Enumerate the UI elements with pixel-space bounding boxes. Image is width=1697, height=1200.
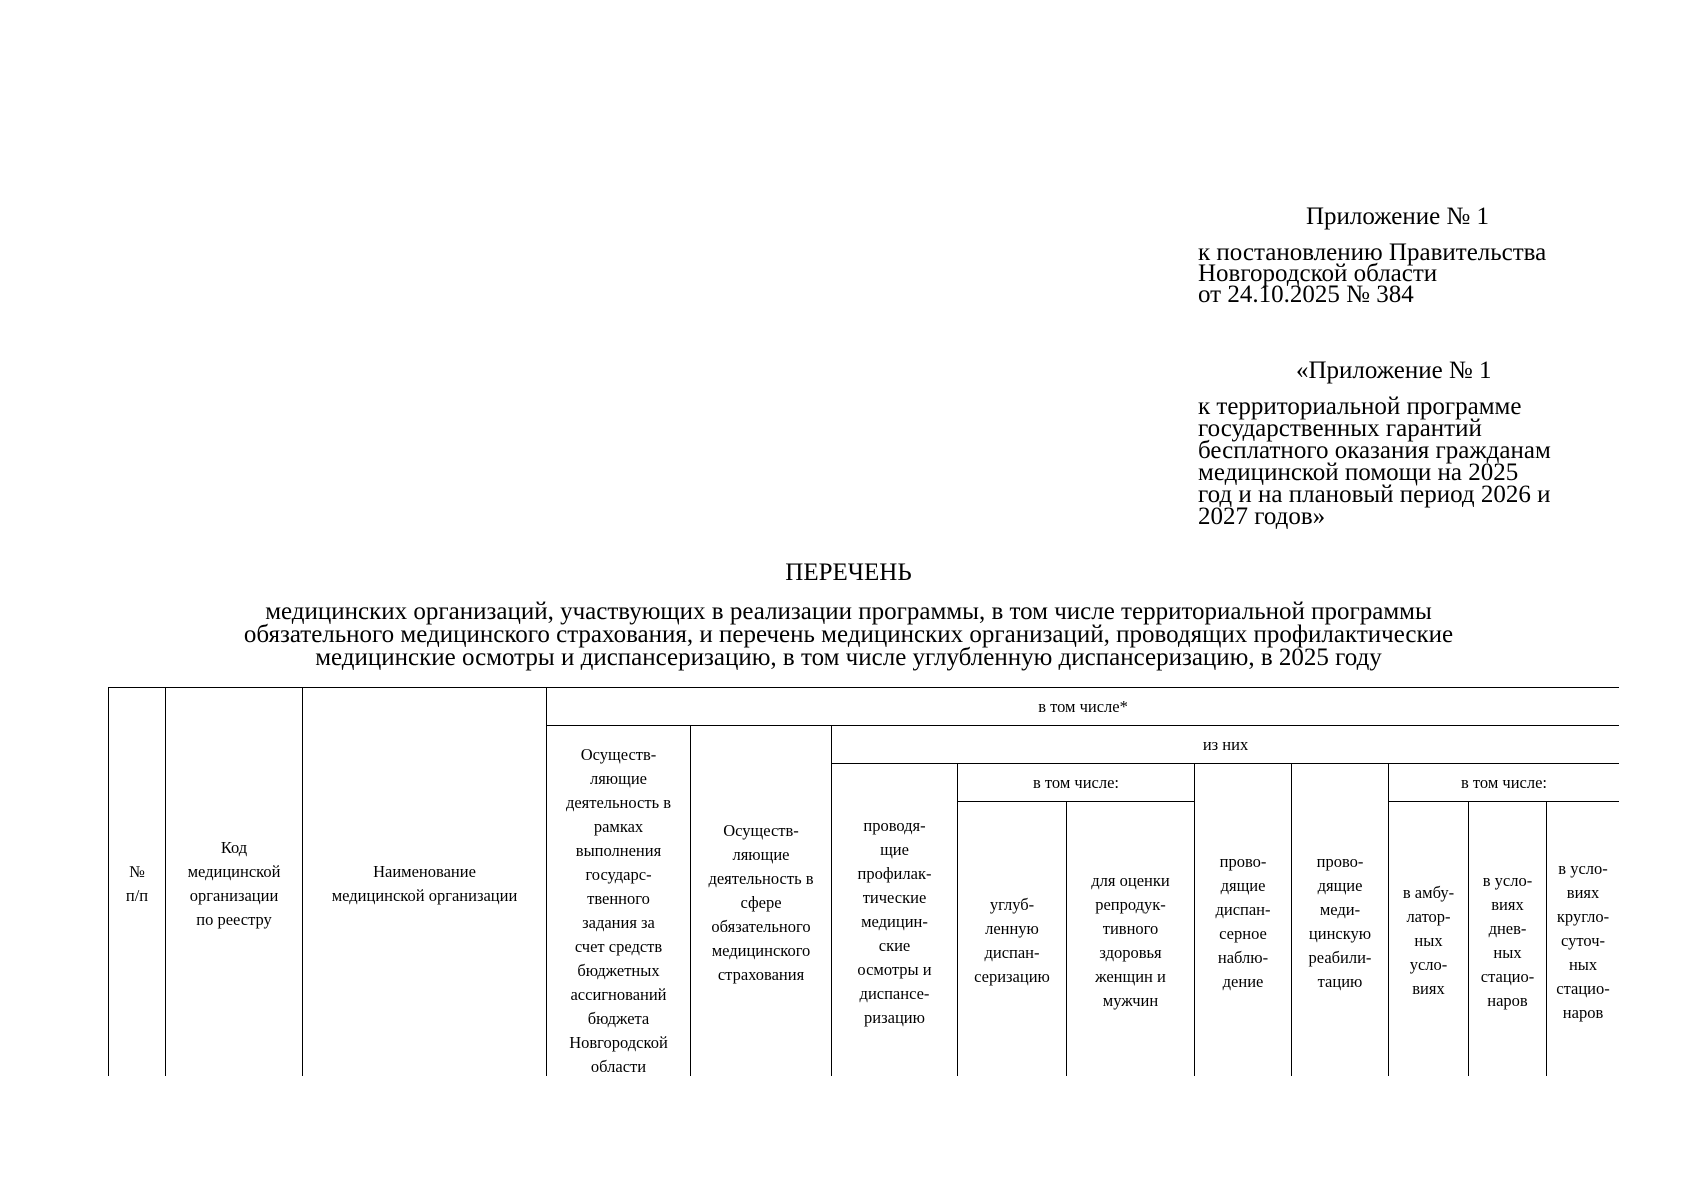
header-line: ных (1493, 942, 1522, 962)
header-line: сфере (740, 892, 782, 912)
header-line: женщин и (1095, 966, 1166, 986)
header-line: здоровья (1099, 942, 1162, 962)
header-line: латор- (1406, 906, 1451, 926)
appendix-1-ref-line: к постановлению Правительства (1198, 239, 1547, 266)
header-line: № (129, 861, 145, 881)
col-header-deep-dispensarization (958, 802, 1067, 1077)
header-line: Код (220, 837, 248, 857)
header-line: дящие (1220, 875, 1266, 895)
header-line: меди- (1319, 899, 1361, 919)
appendix-2-ref-line: бесплатного оказания гражданам (1198, 437, 1551, 464)
header-line: п/п (125, 885, 149, 905)
header-line: медицинской организации (331, 885, 518, 905)
header-line: выполнения (575, 841, 662, 860)
header-line: государс- (585, 865, 652, 884)
header-line: наров (1562, 1002, 1604, 1022)
header-line: ассигнований (570, 985, 667, 1004)
header-line: в амбу- (1402, 882, 1455, 902)
appendix-2-ref-line: год и на плановый период 2026 и (1198, 481, 1551, 508)
col-header-number (109, 688, 166, 1077)
header-line: дение (1222, 971, 1264, 991)
col-header-dispensary-observation (1195, 764, 1292, 1077)
header-line: страхования (717, 964, 805, 984)
header-line: по реестру (196, 909, 272, 929)
header-line: Осуществ- (580, 745, 657, 764)
header-line: мужчин (1102, 990, 1159, 1010)
header-line: виях (1566, 882, 1600, 902)
col-header-incl-1: в том числе: (958, 764, 1195, 802)
appendix-1-ref-line: Новгородской области (1198, 260, 1438, 287)
appendix-1-title-text: Приложение № 1 (1306, 203, 1490, 230)
appendix-2-ref-line: 2027 годов» (1198, 503, 1326, 530)
header-line: углуб- (989, 894, 1035, 914)
subtitle-line: обязательного медицинского страхования, и перечень медицинских организаций, проводящих профилактические (243, 621, 1454, 648)
header-line: серизацию (974, 966, 1050, 986)
header-line: диспан- (984, 942, 1040, 962)
col-header-of-them: из них (832, 726, 1620, 764)
header-line: усло- (1409, 954, 1448, 974)
table-header (108, 687, 1619, 1076)
header-line: в усло- (1558, 858, 1608, 878)
header-line: бюджета (587, 1009, 650, 1028)
header-line: прово- (1219, 851, 1267, 871)
header-line: кругло- (1556, 906, 1610, 926)
header-line: репродук- (1095, 894, 1166, 914)
header-line: стацио- (1480, 966, 1535, 986)
header-line: области (590, 1057, 647, 1076)
header-line: диспан- (1215, 899, 1271, 919)
header-line: ризацию (864, 1007, 925, 1027)
header-line: проводя- (863, 815, 926, 835)
header-line: реабили- (1308, 947, 1372, 967)
header-line: щие (880, 839, 909, 859)
header-line: для оценки (1091, 870, 1170, 890)
appendix-2-title (1296, 358, 1492, 383)
col-header-day-hospital (1469, 802, 1547, 1077)
document-subtitle (0, 600, 1697, 669)
header-line: виях (1412, 978, 1445, 998)
col-header-ambulatory (1389, 802, 1469, 1077)
subtitle-line: медицинских организаций, участвующих в реализации программы, в том числе территориальной программы (265, 598, 1432, 625)
header-line: твенного (587, 889, 650, 908)
header-line: медицинской (187, 861, 281, 881)
col-header-budget (547, 726, 691, 1077)
header-line: ных (1568, 954, 1598, 974)
header-line: серное (1219, 923, 1267, 943)
header-line: ных (1414, 930, 1443, 950)
header-line: цинскую (1308, 923, 1372, 943)
appendix-2-ref-line: медицинской помощи на 2025 (1198, 459, 1519, 486)
col-header-round-clock-hospital (1547, 802, 1620, 1077)
header-line: в усло- (1482, 870, 1533, 890)
header-line: тические (862, 887, 927, 907)
appendix-1-reference (1198, 239, 1547, 308)
appendix-2-ref-line: к территориальной программе (1198, 393, 1522, 420)
header-line: медицин- (861, 911, 928, 931)
header-line: прово- (1316, 851, 1364, 871)
appendix-2-reference (1198, 393, 1551, 530)
header-line: организации (189, 885, 279, 905)
organizations-table (108, 687, 1619, 1076)
header-line: медицинского (711, 940, 811, 960)
header-line: Осуществ- (723, 820, 799, 840)
header-line: бюджетных (577, 961, 660, 980)
document-title: ПЕРЕЧЕНЬ (785, 559, 912, 586)
header-line: деятельность в (565, 793, 672, 812)
header-line: дящие (1317, 875, 1363, 895)
header-line: Новгородской (569, 1033, 668, 1052)
subtitle-line: медицинские осмотры и диспансеризацию, в том числе углубленную диспансеризацию, в 2025 году (315, 644, 1382, 671)
header-line: тивного (1102, 918, 1159, 938)
header-line: тацию (1317, 971, 1363, 991)
header-line: ляющие (589, 769, 647, 788)
header-line: ленную (985, 918, 1039, 938)
header-line: наров (1487, 990, 1528, 1010)
col-header-oms (691, 726, 832, 1077)
header-line: рамках (593, 817, 644, 836)
header-line: стацио- (1556, 978, 1610, 998)
header-line: ляющие (732, 844, 790, 864)
header-line: обязательного (711, 916, 811, 936)
header-line: счет средств (574, 937, 663, 956)
col-header-code (166, 688, 303, 1077)
appendix-1-ref-line: от 24.10.2025 № 384 (1198, 281, 1414, 308)
header-line: задания за (582, 913, 655, 932)
header-line: днев- (1488, 918, 1527, 938)
col-header-preventive (832, 764, 958, 1077)
col-header-name (303, 688, 547, 1077)
header-line: суточ- (1561, 930, 1605, 950)
col-header-rehabilitation (1292, 764, 1389, 1077)
appendix-1-title (1306, 204, 1489, 229)
header-line: ские (878, 935, 911, 955)
col-header-in-total: в том числе* (547, 688, 1620, 726)
header-line: профилак- (857, 863, 932, 883)
header-line: Наименование (373, 861, 476, 881)
col-header-incl-2: в том числе: (1389, 764, 1620, 802)
header-line: диспансе- (859, 983, 930, 1003)
col-header-reproductive-health (1067, 802, 1195, 1077)
header-line: наблю- (1217, 947, 1269, 967)
header-line: виях (1491, 894, 1524, 914)
header-line: осмотры и (857, 959, 932, 979)
appendix-2-title-text: «Приложение № 1 (1296, 357, 1492, 384)
header-line: деятельность в (708, 868, 814, 888)
appendix-2-ref-line: государственных гарантий (1198, 415, 1482, 442)
